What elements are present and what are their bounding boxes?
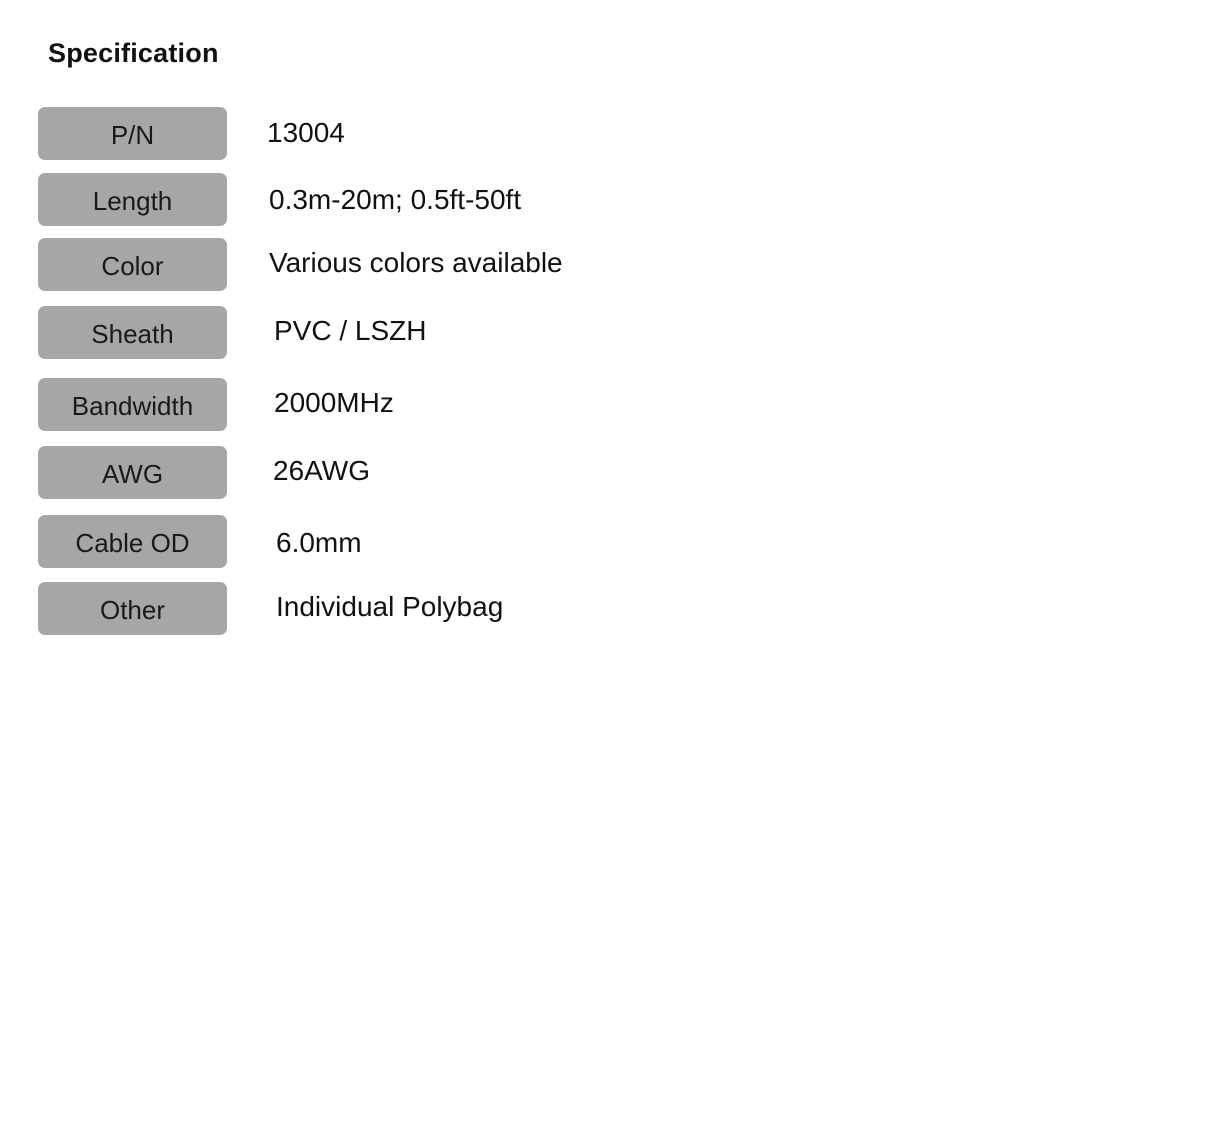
spec-label-length: Length [38, 173, 227, 226]
spec-label-other: Other [38, 582, 227, 635]
spec-value-sheath: PVC / LSZH [274, 314, 427, 346]
spec-label-sheath: Sheath [38, 306, 227, 359]
spec-value-pn: 13004 [267, 116, 345, 148]
spec-label-bandwidth: Bandwidth [38, 378, 227, 431]
spec-label-cable-od: Cable OD [38, 515, 227, 568]
spec-value-cable-od: 6.0mm [276, 526, 362, 558]
spec-label-color: Color [38, 238, 227, 291]
spec-row-sheath [38, 306, 738, 359]
spec-row-awg [38, 446, 738, 499]
spec-row-other [38, 582, 738, 635]
spec-label-awg: AWG [38, 446, 227, 499]
spec-row-bandwidth [38, 378, 738, 431]
spec-row-cable-od [38, 515, 738, 568]
spec-value-length: 0.3m-20m; 0.5ft-50ft [269, 183, 522, 215]
spec-value-other: Individual Polybag [276, 590, 504, 622]
spec-row-pn [38, 107, 738, 160]
spec-row-length [38, 173, 738, 226]
spec-value-color: Various colors available [269, 246, 563, 278]
spec-value-bandwidth: 2000MHz [274, 386, 394, 418]
page-title: Specification [48, 38, 219, 68]
spec-row-color [38, 238, 738, 291]
spec-label-pn: P/N [38, 107, 227, 160]
spec-value-awg: 26AWG [273, 454, 370, 486]
